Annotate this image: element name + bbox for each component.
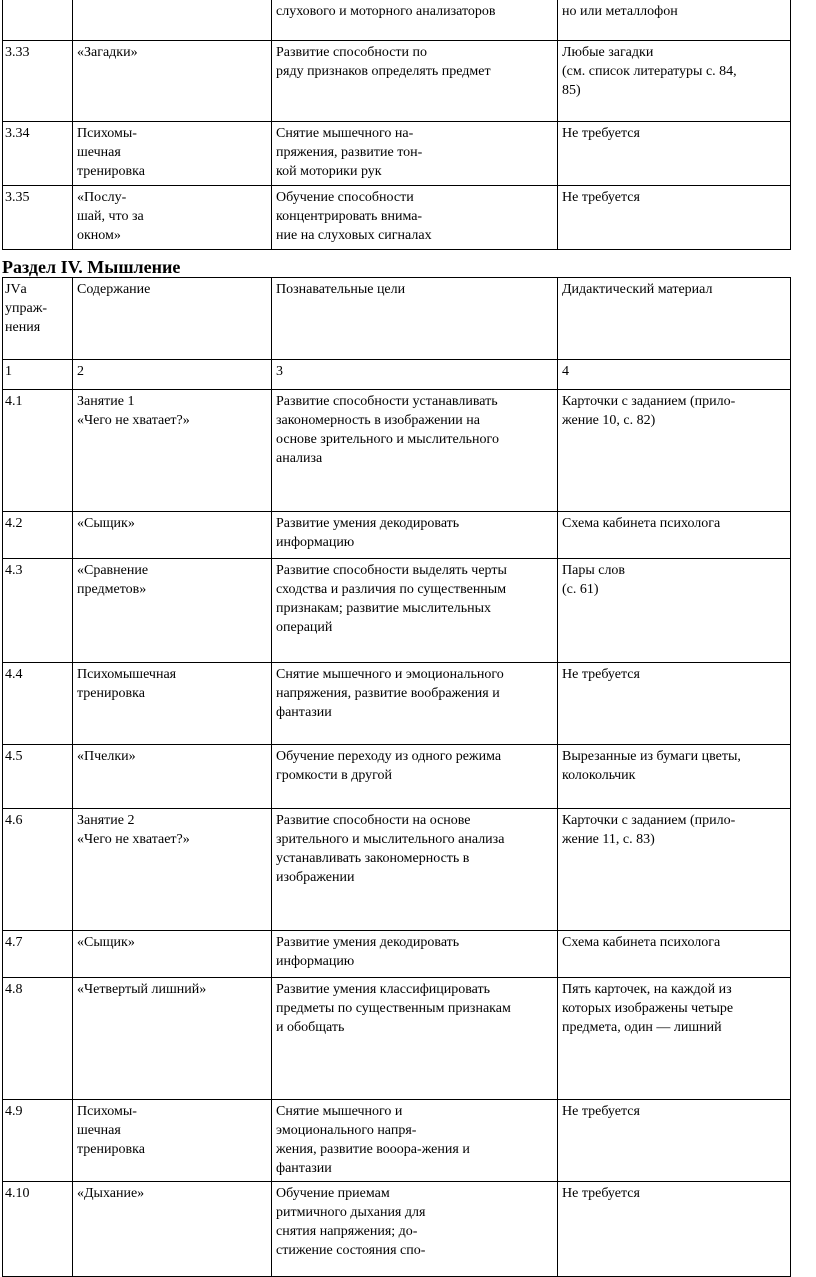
table-row (3, 186, 791, 250)
cell-line: Развитие способности по (276, 45, 428, 60)
cell-line: жение 11, с. 83) (562, 832, 655, 847)
cell-line: «Сравнение (77, 563, 149, 578)
cell-line: «Загадки» (77, 45, 138, 60)
cell-line: пряжения, развитие тон- (276, 145, 423, 160)
index-cell: 3 (272, 360, 558, 390)
goals-cell (272, 663, 558, 745)
cell-line: Психомы- (77, 1104, 137, 1119)
table-row (3, 978, 791, 1100)
cell-line: Любые загадки (562, 45, 654, 60)
cell-line: «Чего не хватает?» (77, 413, 190, 428)
cell-line: Карточки с заданием (прило- (562, 394, 736, 409)
cell-line: фантазии (276, 705, 332, 720)
cell-line: информацию (276, 954, 355, 969)
material-cell (558, 1100, 791, 1182)
material-cell (558, 809, 791, 931)
cell-line: «Четвертый лишний» (77, 982, 207, 997)
header-goals-cell: Познавательные цели (272, 278, 558, 360)
cell-line: Не требуется (562, 667, 640, 682)
cell-line: Схема кабинета психолога (562, 516, 721, 531)
cell-line: Не требуется (562, 126, 640, 141)
header-num-line: упраж- (5, 301, 48, 316)
cell-line: Не требуется (562, 1104, 640, 1119)
material-cell (558, 122, 791, 186)
cell-line: «Чего не хватает?» (77, 832, 190, 847)
content-cell (73, 931, 272, 978)
number-cell: 4.4 (3, 663, 73, 745)
table-row (3, 1182, 791, 1277)
section-title: Раздел IV. Мышление (2, 257, 181, 277)
table-row (3, 41, 791, 122)
number-cell: 4.10 (3, 1182, 73, 1277)
content-cell (73, 663, 272, 745)
goals-cell (272, 1100, 558, 1182)
content-cell (73, 512, 272, 559)
cell-line: Карточки с заданием (прило- (562, 813, 736, 828)
cell-line: эмоционального напря- (276, 1123, 417, 1138)
cell-line: информацию (276, 535, 355, 550)
number-cell: 4.2 (3, 512, 73, 559)
cell-line: Развитие способности на основе (276, 813, 471, 828)
cell-line: концентрировать внима- (276, 209, 423, 224)
content-cell (73, 745, 272, 809)
header-material-cell: Дидактический материал (558, 278, 791, 360)
goals-cell (272, 0, 558, 41)
cell-line: фантазии (276, 1161, 332, 1176)
cell-line: Развитие умения декодировать (276, 516, 460, 531)
cell-line: которых изображены четыре (562, 1001, 734, 1016)
cell-line: предмета, один — лишний (562, 1020, 722, 1035)
cell-line: стижение состояния спо- (276, 1243, 426, 1258)
header-row (3, 278, 791, 360)
cell-line: признакам; развитие мыслительных (276, 601, 492, 616)
cell-line: слухового и моторного анализаторов (276, 4, 496, 19)
content-cell (73, 978, 272, 1100)
cell-line: Занятие 1 (77, 394, 135, 409)
cell-line: анализа (276, 451, 323, 466)
material-cell (558, 0, 791, 41)
number-cell: 4.5 (3, 745, 73, 809)
table-row (3, 512, 791, 559)
material-cell (558, 41, 791, 122)
cell-line: Развитие способности устанавливать (276, 394, 498, 409)
table-row (3, 809, 791, 931)
cell-line: Обучение способности (276, 190, 414, 205)
material-cell (558, 663, 791, 745)
cell-line: Не требуется (562, 1186, 640, 1201)
cell-line: жения, развитие вооора-жения и (276, 1142, 470, 1157)
material-cell (558, 931, 791, 978)
cell-line: громкости в другой (276, 768, 393, 783)
table-row (3, 1100, 791, 1182)
cell-line: тренировка (77, 164, 145, 179)
cell-line: сходства и различия по существенным (276, 582, 507, 597)
cell-line: Пять карточек, на каждой из (562, 982, 732, 997)
cell-line: Снятие мышечного и (276, 1104, 403, 1119)
cell-line: (см. список литературы с. 84, (562, 64, 737, 79)
goals-cell (272, 186, 558, 250)
number-cell: 4.6 (3, 809, 73, 931)
cell-line: Развитие умения декодировать (276, 935, 460, 950)
table-row (3, 122, 791, 186)
cell-line: изображении (276, 870, 355, 885)
cell-line: ние на слуховых сигналах (276, 228, 432, 243)
number-cell: 4.8 (3, 978, 73, 1100)
cell-line: «Сыщик» (77, 935, 135, 950)
goals-cell (272, 978, 558, 1100)
number-cell: 4.3 (3, 559, 73, 663)
index-cell: 4 (558, 360, 791, 390)
cell-line: колокольчик (562, 768, 636, 783)
goals-cell (272, 809, 558, 931)
content-cell (73, 122, 272, 186)
goals-cell (272, 745, 558, 809)
table-row (3, 390, 791, 512)
table-row (3, 745, 791, 809)
cell-line: устанавливать закономерность в (276, 851, 470, 866)
header-num-line: нения (5, 320, 41, 335)
goals-cell (272, 559, 558, 663)
header-content-cell: Содержание (73, 278, 272, 360)
cell-line: (с. 61) (562, 582, 599, 597)
number-cell: 3.35 (3, 186, 73, 250)
index-cell: 1 (3, 360, 73, 390)
cell-line: Схема кабинета психолога (562, 935, 721, 950)
content-cell (73, 809, 272, 931)
cell-line: Психомышечная (77, 667, 177, 682)
index-row (3, 360, 791, 390)
cell-line: Развитие способности выделять черты (276, 563, 507, 578)
material-cell (558, 186, 791, 250)
goals-cell (272, 41, 558, 122)
material-cell (558, 1182, 791, 1277)
material-cell (558, 390, 791, 512)
thinking-exercise-table (2, 277, 791, 1277)
cell-line: «Дыхание» (77, 1186, 145, 1201)
cell-line: ряду признаков определять предмет (276, 64, 491, 79)
cell-line: окном» (77, 228, 121, 243)
cell-line: шай, что за (77, 209, 144, 224)
cell-line: но или металлофон (562, 4, 678, 19)
cell-line: закономерность в изображении на (276, 413, 480, 428)
cell-line: Снятие мышечного и эмоционального (276, 667, 504, 682)
number-cell: 4.7 (3, 931, 73, 978)
cell-line: напряжения, развитие воображения и (276, 686, 500, 701)
content-cell (73, 41, 272, 122)
cell-line: и обобщать (276, 1020, 345, 1035)
cell-line: Развитие умения классифицировать (276, 982, 491, 997)
cell-line: 85) (562, 83, 581, 98)
content-cell (73, 559, 272, 663)
cell-line: Занятие 2 (77, 813, 135, 828)
goals-cell (272, 1182, 558, 1277)
table-row (3, 931, 791, 978)
cell-line: ритмичного дыхания для (276, 1205, 426, 1220)
cell-line: шечная (77, 1123, 121, 1138)
content-cell (73, 186, 272, 250)
table-row (3, 663, 791, 745)
cell-line: Снятие мышечного на- (276, 126, 414, 141)
content-cell (73, 1100, 272, 1182)
exercise-table-continued (2, 0, 791, 250)
content-cell (73, 1182, 272, 1277)
goals-cell (272, 390, 558, 512)
header-num-cell (3, 278, 73, 360)
number-cell: 3.34 (3, 122, 73, 186)
cell-line: шечная (77, 145, 121, 160)
cell-line: тренировка (77, 686, 145, 701)
material-cell (558, 512, 791, 559)
material-cell (558, 745, 791, 809)
cell-line: Обучение приемам (276, 1186, 390, 1201)
cell-line: кой моторики рук (276, 164, 382, 179)
goals-cell (272, 122, 558, 186)
number-cell: 4.9 (3, 1100, 73, 1182)
material-cell (558, 978, 791, 1100)
cell-line: предметов» (77, 582, 147, 597)
content-cell (73, 390, 272, 512)
number-cell: 4.1 (3, 390, 73, 512)
header-num-line: JVа (5, 282, 27, 297)
cell-line: Психомы- (77, 126, 137, 141)
cell-line: Пары слов (562, 563, 626, 578)
table-row (3, 0, 791, 41)
goals-cell (272, 512, 558, 559)
cell-line: основе зрительного и мыслительного (276, 432, 499, 447)
cell-line: тренировка (77, 1142, 145, 1157)
cell-line: операций (276, 620, 333, 635)
index-cell: 2 (73, 360, 272, 390)
material-cell (558, 559, 791, 663)
number-cell: 3.33 (3, 41, 73, 122)
cell-line: Обучение переходу из одного режима (276, 749, 502, 764)
cell-line: «Пчелки» (77, 749, 136, 764)
cell-line: Вырезанные из бумаги цветы, (562, 749, 741, 764)
goals-cell (272, 931, 558, 978)
cell-line: снятия напряжения; до- (276, 1224, 418, 1239)
cell-line: Не требуется (562, 190, 640, 205)
content-cell (73, 0, 272, 41)
cell-line: зрительного и мыслительного анализа (276, 832, 505, 847)
cell-line: «Сыщик» (77, 516, 135, 531)
table-row (3, 559, 791, 663)
cell-line: «Послу- (77, 190, 127, 205)
cell-line: жение 10, с. 82) (562, 413, 656, 428)
number-cell (3, 0, 73, 41)
cell-line: предметы по существенным признакам (276, 1001, 511, 1016)
